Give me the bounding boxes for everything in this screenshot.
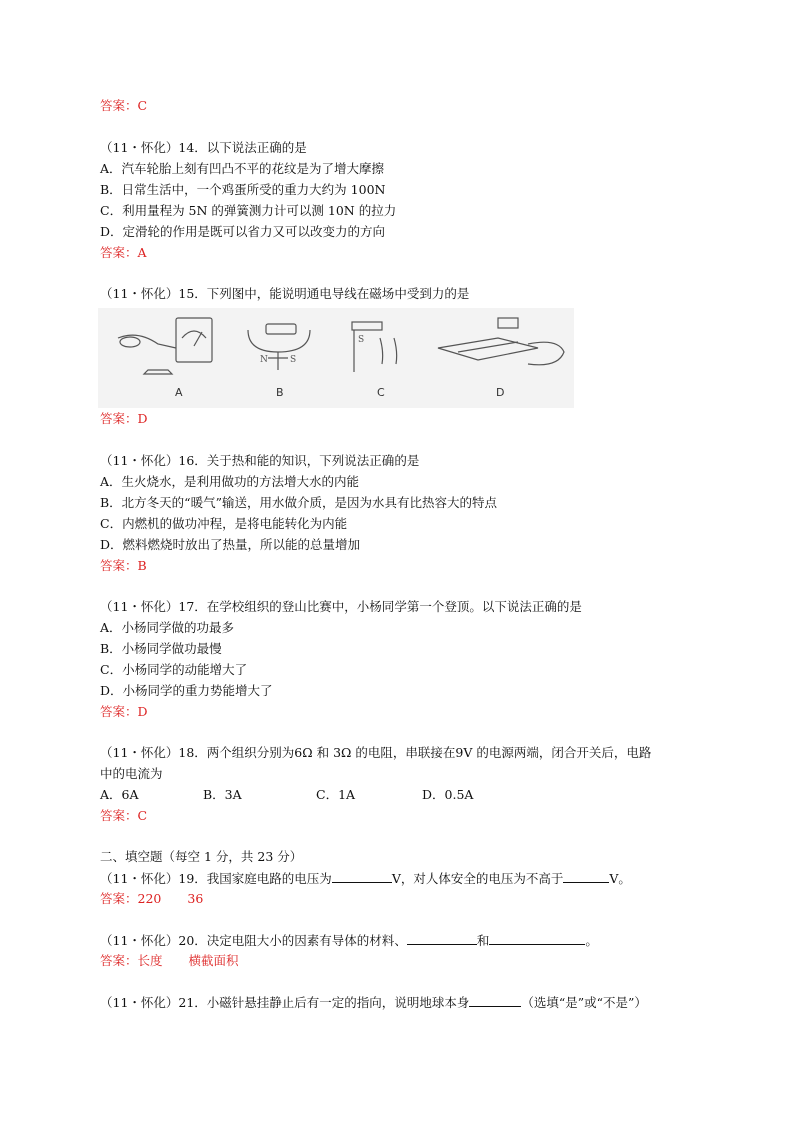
- q20-blank-2[interactable]: [489, 932, 585, 945]
- q14-stem: （11・怀化）14．以下说法正确的是: [100, 140, 307, 155]
- q20-part1: （11・怀化）20．决定电阻大小的因素有导体的材料、: [100, 933, 407, 948]
- q16-stem: （11・怀化）16．关于热和能的知识，下列说法正确的是: [100, 453, 420, 468]
- q16-option-c: C．内燃机的做功冲程，是将电能转化为内能: [100, 516, 348, 531]
- q16-option-a: A．生火烧水，是利用做功的方法增大水的内能: [100, 474, 360, 489]
- q14-option-c: C．利用量程为 5N 的弹簧测力计可以测 10N 的拉力: [100, 203, 397, 218]
- q21-part2: （选填“是”或“不是”）: [521, 995, 647, 1010]
- q13-answer: 答案：C: [100, 98, 148, 113]
- q20-answer-2: 横截面积: [188, 953, 239, 968]
- q14-answer: 答案：A: [100, 245, 147, 260]
- section-2-title: 二、填空题（每空 1 分，共 23 分）: [100, 849, 303, 864]
- q14-option-a: A．汽车轮胎上刻有凹凸不平的花纹是为了增大摩擦: [100, 161, 385, 176]
- q19-answer-2: 36: [187, 891, 204, 906]
- q19-blank-2[interactable]: [563, 870, 609, 883]
- q15-stem: （11・怀化）15．下列图中，能说明通电导线在磁场中受到力的是: [100, 286, 470, 301]
- q21-part1: （11・怀化）21．小磁针悬挂静止后有一定的指向，说明地球本身: [100, 995, 470, 1010]
- figure-label-d: D: [496, 386, 505, 399]
- figure-label-c: C: [377, 386, 385, 399]
- q20-part3: 。: [585, 933, 598, 948]
- q14-option-b: B．日常生活中，一个鸡蛋所受的重力大约为 100N: [100, 182, 386, 197]
- q19-blank-1[interactable]: [332, 870, 392, 883]
- q19-part2: V，对人体安全的电压为不高于: [391, 871, 564, 886]
- figure-label-b: B: [276, 386, 284, 399]
- q15-answer: 答案：D: [100, 411, 148, 426]
- q16-option-d: D．燃料燃烧时放出了热量，所以能的总量增加: [100, 537, 361, 552]
- q18-option-a: A．6A: [100, 787, 139, 802]
- q20-answer-label: 答案：: [100, 953, 138, 968]
- q18-option-b: B．3A: [203, 787, 242, 802]
- q20-line: [100, 932, 598, 949]
- svg-text:N: N: [260, 355, 268, 365]
- q19-line: [100, 870, 631, 887]
- q19-part1: （11・怀化）19．我国家庭电路的电压为: [100, 871, 332, 886]
- q18-answer: 答案：C: [100, 808, 148, 823]
- figure-c-apparatus: [352, 322, 397, 372]
- svg-text:S: S: [358, 335, 365, 345]
- q15-figure-drawing: [98, 308, 574, 388]
- q16-answer: 答案：B: [100, 558, 147, 573]
- q17-option-c: C．小杨同学的动能增大了: [100, 662, 248, 677]
- q19-answer: [100, 891, 203, 907]
- svg-text:S: S: [290, 355, 297, 365]
- q17-stem: （11・怀化）17．在学校组织的登山比赛中，小杨同学第一个登顶。以下说法正确的是: [100, 599, 582, 614]
- q17-option-a: A．小杨同学做的功最多: [100, 620, 235, 635]
- figure-d-apparatus: [438, 318, 564, 365]
- q20-blank-1[interactable]: [407, 932, 477, 945]
- figure-b-apparatus: [248, 324, 310, 370]
- q17-answer: 答案：D: [100, 704, 148, 719]
- q18-option-c: C．1A: [316, 787, 356, 802]
- q21-line: [100, 994, 647, 1011]
- figure-a-apparatus: [118, 318, 212, 374]
- q21-blank-1[interactable]: [469, 994, 521, 1007]
- q15-figure: [98, 308, 574, 408]
- q20-answer: [100, 953, 239, 969]
- q20-part2: 和: [476, 933, 490, 948]
- q17-option-d: D．小杨同学的重力势能增大了: [100, 683, 273, 698]
- q19-answer-1: 220: [137, 891, 162, 906]
- q18-stem-line2: 中的电流为: [100, 766, 163, 781]
- q20-answer-1: 长度: [137, 953, 163, 968]
- q19-part3: V。: [609, 871, 631, 886]
- q16-option-b: B．北方冬天的“暖气”输送，用水做介质，是因为水具有比热容大的特点: [100, 495, 497, 510]
- q14-option-d: D．定滑轮的作用是既可以省力又可以改变力的方向: [100, 224, 386, 239]
- figure-label-a: A: [175, 386, 183, 399]
- q19-answer-label: 答案：: [100, 891, 138, 906]
- q18-stem-line1: （11・怀化）18．两个组织分别为6Ω 和 3Ω 的电阻，串联接在9V 的电源两端，闭合开关后，电路: [100, 745, 652, 760]
- q17-option-b: B．小杨同学做功最慢: [100, 641, 222, 656]
- q18-option-d: D．0.5A: [422, 787, 474, 802]
